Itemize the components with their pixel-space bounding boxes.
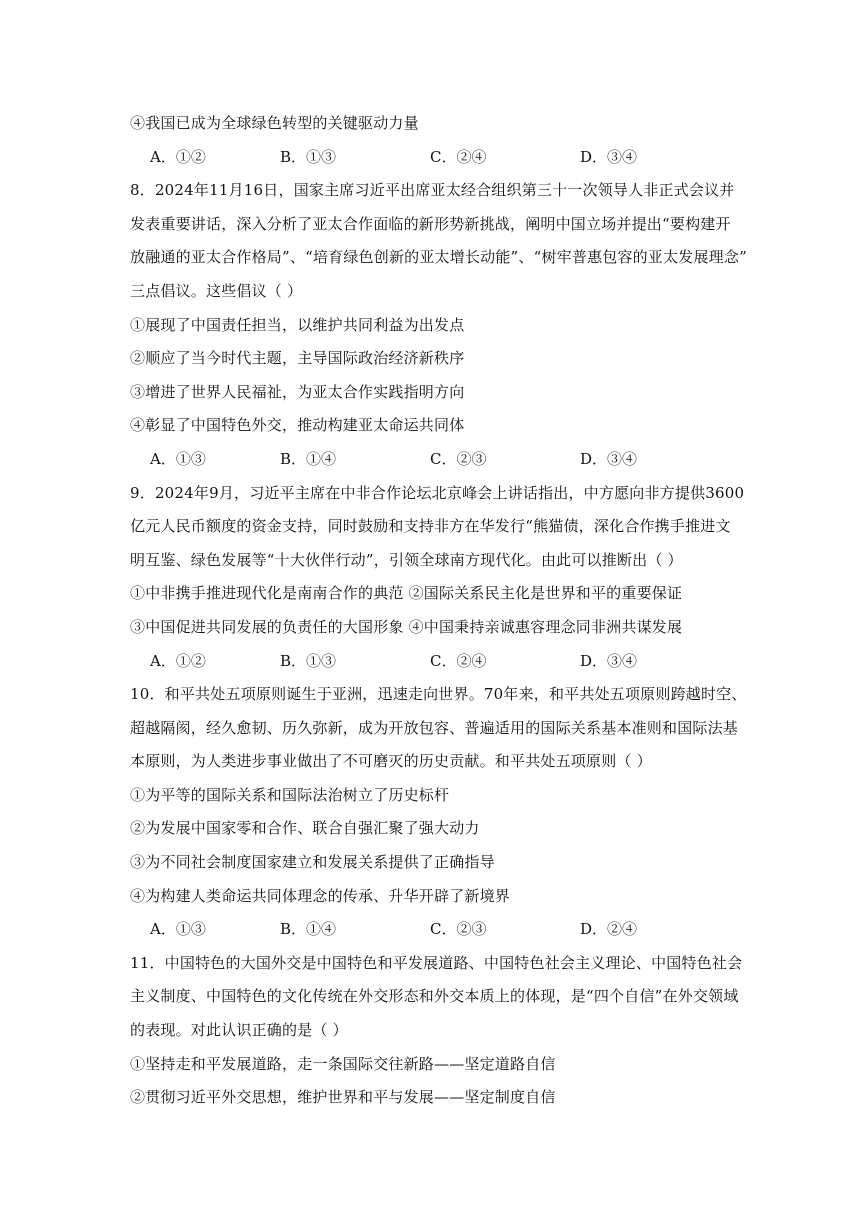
answer-option-b: B．①③ xyxy=(280,147,337,166)
answer-options-row xyxy=(130,141,730,175)
answer-options-row xyxy=(130,913,730,947)
text-line: ②贯彻习近平外交思想，维护世界和平与发展——坚定制度自信 xyxy=(130,1088,556,1107)
answer-option-b: B．①④ xyxy=(280,449,337,468)
answer-option-d: D．③④ xyxy=(580,449,638,468)
exam-page xyxy=(130,107,747,1115)
answer-option-b: B．①④ xyxy=(280,920,337,939)
text-line: ①为平等的国际关系和国际法治树立了历史标杆 xyxy=(130,785,450,804)
answer-option-c: C．②④ xyxy=(430,651,487,670)
text-line: 10．和平共处五项原则诞生于亚洲，迅速走向世界。70年来，和平共处五项原则跨越时空、 xyxy=(130,685,747,704)
text-line: 本原则，为人类进步事业做出了不可磨灭的历史贡献。和平共处五项原则（ ） xyxy=(130,752,652,771)
answer-options-row xyxy=(130,645,730,679)
text-line: 明互鉴、绿色发展等“十大伙伴行动”，引领全球南方现代化。由此可以推断出（ ） xyxy=(130,550,683,569)
text-line: 11．中国特色的大国外交是中国特色和平发展道路、中国特色社会主义理论、中国特色社会 xyxy=(130,953,743,972)
text-line: ③为不同社会制度国家建立和发展关系提供了正确指导 xyxy=(130,853,495,872)
text-line: ④彰显了中国特色外交，推动构建亚太命运共同体 xyxy=(130,416,465,435)
text-line: 亿元人民币额度的资金支持，同时鼓励和支持非方在华发行“熊猫债，深化合作携手推进文 xyxy=(130,517,731,536)
text-line: 发表重要讲话，深入分析了亚太合作面临的新形势新挑战，阐明中国立场并提出“要构建开 xyxy=(130,214,731,233)
text-line: ③中国促进共同发展的负责任的大国形象 ④中国秉持亲诚惠容理念同非洲共谋发展 xyxy=(130,617,683,636)
answer-option-a: A．①② xyxy=(150,147,206,166)
text-line: ①中非携手推进现代化是南南合作的典范 ②国际关系民主化是世界和平的重要保证 xyxy=(130,584,683,603)
text-line: 9．2024年9月，习近平主席在中非合作论坛北京峰会上讲话指出，中方愿向非方提供3600 xyxy=(130,483,745,502)
text-line: ④我国已成为全球绿色转型的关键驱动力量 xyxy=(130,114,419,132)
text-line: 的表现。对此认识正确的是（ ） xyxy=(130,1021,348,1040)
text-line: ②顺应了当今时代主题，主导国际政治经济新秩序 xyxy=(130,349,465,368)
text-line: 主义制度、中国特色的文化传统在外交形态和外交本质上的体现，是“四个自信”在外交领域 xyxy=(130,987,739,1006)
answer-option-a: A．①② xyxy=(150,651,206,670)
text-line: ①坚持走和平发展道路，走一条国际交往新路——坚定道路自信 xyxy=(130,1054,556,1073)
answer-option-d: D．②④ xyxy=(580,920,638,939)
text-line: 三点倡议。这些倡议（ ） xyxy=(130,281,303,300)
text-line: ①展现了中国责任担当，以维护共同利益为出发点 xyxy=(130,315,465,334)
text-line: ④为构建人类命运共同体理念的传承、升华开辟了新境界 xyxy=(130,886,511,905)
answer-option-c: C．②③ xyxy=(430,449,487,468)
text-line: ③增进了世界人民福祉，为亚太合作实践指明方向 xyxy=(130,382,465,401)
text-line: 放融通的亚太合作格局”、“培育绿色创新的亚太增长动能”、“树牢普惠包容的亚太发展理念” xyxy=(130,248,747,267)
answer-option-a: A．①③ xyxy=(150,920,206,939)
answer-option-c: C．②③ xyxy=(430,920,487,939)
text-line: 8．2024年11月16日，国家主席习近平出席亚太经合组织第三十一次领导人非正式会议并 xyxy=(130,181,735,200)
answer-option-a: A．①③ xyxy=(150,449,206,468)
answer-option-d: D．③④ xyxy=(580,147,638,166)
answer-option-c: C．②④ xyxy=(430,147,487,166)
text-line: 超越隔阂，经久愈韧、历久弥新，成为开放包容、普遍适用的国际关系基本准则和国际法基 xyxy=(130,718,739,737)
answer-option-b: B．①③ xyxy=(280,651,337,670)
answer-options-row xyxy=(130,443,730,477)
answer-option-d: D．③④ xyxy=(580,651,638,670)
text-line: ②为发展中国家零和合作、联合自强汇聚了强大动力 xyxy=(130,819,480,838)
